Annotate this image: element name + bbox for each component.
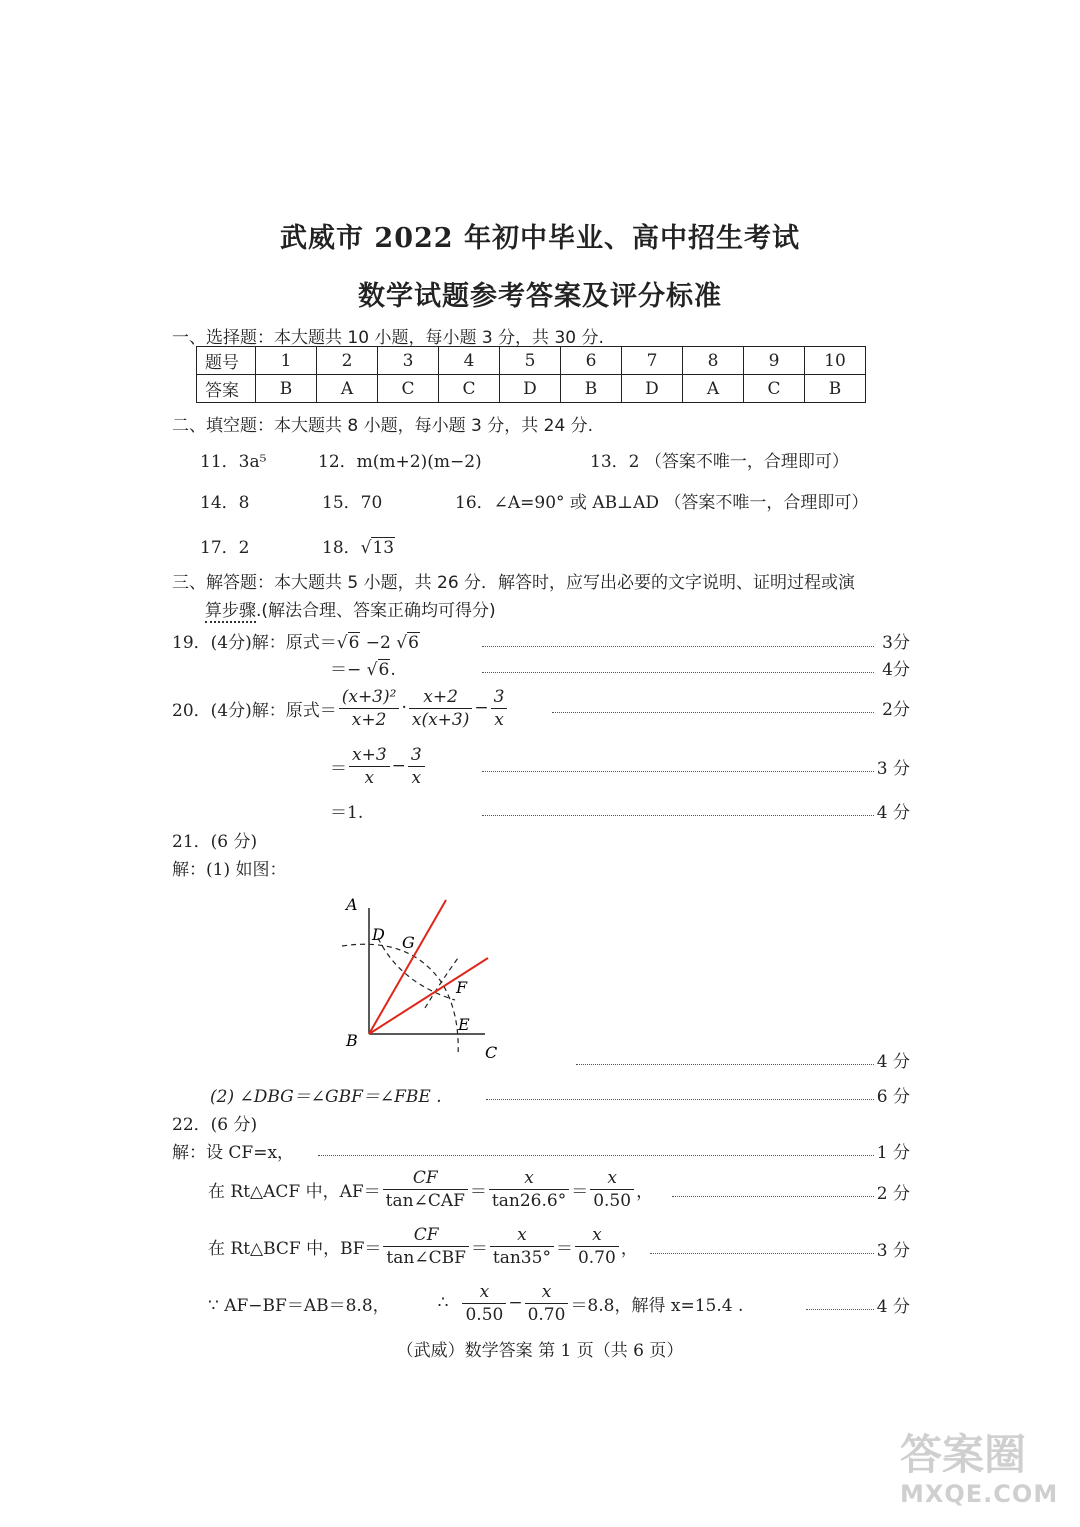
label-g: G: [402, 933, 415, 952]
fraction-denominator: x: [494, 709, 504, 730]
table-cell: 8: [683, 347, 744, 375]
fraction: [575, 1224, 619, 1269]
table-row-label: 题号: [197, 347, 256, 375]
dot-leader: [552, 712, 874, 713]
q21-heading: 21．(6 分): [172, 832, 258, 852]
fraction: [409, 686, 473, 731]
fraction: [590, 1167, 634, 1212]
fraction-denominator: x+2: [351, 709, 387, 730]
label-e: E: [458, 1015, 470, 1034]
answer-18-radicand: 13: [372, 538, 395, 558]
table-cell: C: [439, 375, 500, 403]
section-2-heading: 二、填空题：本大题共 8 小题，每小题 3 分，共 24 分.: [172, 416, 594, 436]
section-3-note: .(解法合理、答案正确均可得分): [256, 601, 496, 621]
table-cell: 9: [744, 347, 805, 375]
q19-prefix: 19．(4分)解：原式＝: [172, 633, 337, 653]
score: 4 分: [876, 1297, 910, 1317]
score: 3 分: [876, 1241, 910, 1261]
ray-bg: [369, 900, 446, 1034]
label-b: B: [346, 1031, 358, 1050]
table-cell: B: [256, 375, 317, 403]
watermark-logo: 答案圈: [900, 1430, 1027, 1479]
q19-mid: −2: [360, 633, 391, 653]
geometry-figure: [330, 888, 520, 1063]
section-1-heading: 一、选择题：本大题共 10 小题，每小题 3 分，共 30 分.: [172, 328, 604, 348]
score: 4 分: [876, 803, 910, 823]
fraction-numerator: x: [525, 1281, 569, 1304]
emphasis-text: 算步骤: [205, 601, 256, 621]
table-cell: 2: [317, 347, 378, 375]
score: 4分: [882, 660, 910, 680]
q19-line2-prefix: ＝−: [330, 660, 362, 680]
q22-line1: 解：设 CF=x，: [172, 1143, 295, 1163]
fraction-numerator: x: [590, 1167, 634, 1190]
fraction-denominator: 0.70: [527, 1304, 566, 1325]
answer-14: 14．8: [200, 493, 250, 513]
table-cell: 6: [561, 347, 622, 375]
answer-13: 13．2 （答案不唯一，合理即可）: [590, 452, 849, 472]
q22-line3: 在 Rt△BCF 中，BF＝ $\frac{CF}{\text{tan∠CBF}}$ ＝ $\frac{x}{\tan 35^\circ}$ ＝ $\frac{x}{0.70}$ ，: [208, 1224, 638, 1268]
q21-line1: 解：(1) 如图：: [172, 860, 287, 880]
fraction: [490, 1224, 554, 1269]
dot-leader: [672, 1196, 874, 1197]
q19-radicand: 6: [348, 633, 360, 653]
score: 3 分: [876, 759, 910, 779]
fraction-denominator: x: [411, 767, 422, 788]
fraction-denominator: tan∠CBF: [386, 1247, 466, 1268]
fraction-denominator: tan∠CAF: [385, 1190, 465, 1211]
dot-leader: [806, 1309, 874, 1310]
fraction: [525, 1281, 569, 1326]
ray-bf: [369, 958, 488, 1034]
table-cell: 7: [622, 347, 683, 375]
q19-line2-suffix: .: [390, 660, 396, 680]
arc-de: [342, 944, 458, 1056]
answer-15: 15．70: [322, 493, 383, 513]
score: 3分: [882, 633, 910, 653]
fraction: [383, 1167, 468, 1212]
fraction-numerator: x+3: [349, 744, 390, 767]
watermark-url: MXQE.COM: [900, 1480, 1059, 1508]
q20-line3: ＝1.: [330, 803, 364, 823]
fraction: [349, 744, 390, 789]
table-cell: D: [500, 375, 561, 403]
score: 2 分: [876, 1184, 910, 1204]
table-cell: A: [683, 375, 744, 403]
fraction: [383, 1224, 468, 1269]
q22-line4: ∵ AF−BF＝AB＝8.8， ∴ $\frac{x}{0.50}$ − $\frac{x}{0.70}$ ＝8.8，解得 x=15.4 .: [208, 1281, 744, 1325]
fraction-numerator: x: [490, 1224, 554, 1247]
table-cell: C: [378, 375, 439, 403]
answer-18-prefix: 18．: [322, 538, 361, 558]
table-cell: C: [744, 375, 805, 403]
fraction-numerator: x: [462, 1281, 506, 1304]
answer-17: 17．2: [200, 538, 250, 558]
fraction-denominator: tan26.6°: [491, 1190, 567, 1211]
table-row: [197, 375, 866, 403]
fraction-numerator: x: [575, 1224, 619, 1247]
label-c: C: [485, 1043, 498, 1062]
fraction-denominator: 0.50: [465, 1304, 504, 1325]
page-title: 武威市 2022 年初中毕业、高中招生考试: [280, 223, 800, 254]
score: 6 分: [876, 1087, 910, 1107]
table-cell: A: [317, 375, 378, 403]
q22-heading: 22．(6 分): [172, 1115, 258, 1135]
table-cell: 10: [805, 347, 866, 375]
fraction-denominator: x(x+3): [411, 709, 470, 730]
section-3-heading: 三、解答题：本大题共 5 小题，共 26 分．解答时，应写出必要的文字说明、证明过程或演: [172, 573, 856, 593]
q22-line4-a: ∵ AF−BF＝AB＝8.8，: [208, 1295, 390, 1316]
dot-leader: [482, 815, 874, 816]
q22-line4-c: ＝8.8，解得 x=15.4 .: [570, 1295, 744, 1316]
fraction: [462, 1281, 506, 1326]
score: 1 分: [876, 1143, 910, 1163]
fraction-numerator: 3: [491, 686, 508, 709]
score: 2分: [882, 700, 910, 720]
q19-radicand: 6: [408, 633, 419, 653]
answer-18: 18．√13: [322, 538, 395, 558]
dot-leader: [482, 771, 874, 772]
q22-line2: 在 Rt△ACF 中，AF＝ $\frac{CF}{\text{tan∠CAF}}$ ＝ $\frac{x}{\tan 26.6^\circ}$ ＝ $\frac{x}{0.50}$ ，: [208, 1167, 654, 1211]
fraction-numerator: (x+3)²: [339, 686, 400, 709]
fraction: [339, 686, 400, 731]
answer-11: 11．3a⁵: [200, 452, 267, 472]
table-cell: 5: [500, 347, 561, 375]
table-row: [197, 347, 866, 375]
table-cell: B: [805, 375, 866, 403]
dot-leader: [482, 646, 874, 647]
dot-leader: [486, 1099, 874, 1100]
fraction-numerator: 3: [408, 744, 425, 767]
answer-12: 12．m(m+2)(m−2): [318, 452, 482, 472]
q21-part2: (2) ∠DBG＝∠GBF＝∠FBE .: [210, 1087, 442, 1107]
score: 4 分: [876, 1052, 910, 1072]
dot-leader: [482, 672, 874, 673]
dot-leader: [650, 1253, 874, 1254]
dot-leader: [576, 1064, 874, 1065]
fraction-denominator: tan35°: [492, 1247, 551, 1268]
q22-line4-b: ∴: [437, 1293, 449, 1313]
table-cell: D: [622, 375, 683, 403]
fraction-numerator: x: [489, 1167, 569, 1190]
q19-line1: 19．(4分)解：原式＝√6 −2 √6: [172, 633, 419, 653]
fraction-denominator: x: [364, 767, 375, 788]
q19-radicand: 6: [378, 660, 390, 680]
table-row-label: 答案: [197, 375, 256, 403]
fraction-denominator: 0.50: [593, 1190, 632, 1211]
page-footer: （武威）数学答案 第 1 页（共 6 页）: [396, 1341, 684, 1361]
page-subtitle: 数学试题参考答案及评分标准: [358, 281, 722, 312]
q20-line1: 20．(4分)解：原式＝ $\frac{\text{(x+3)²}}{x+2}$ · $\frac{x+2}{x(x+3)}$ − $\frac{3}{x}$: [172, 684, 509, 732]
fraction-denominator: 0.70: [577, 1247, 616, 1268]
table-cell: 4: [439, 347, 500, 375]
table-cell: B: [561, 375, 622, 403]
answer-table: [196, 346, 866, 403]
q20-line2: ＝ $\frac{x+3}{x}$ − $\frac{3}{x}$: [330, 742, 427, 790]
dot-leader: [318, 1155, 874, 1156]
fraction-numerator: CF: [383, 1167, 468, 1190]
label-f: F: [456, 978, 468, 997]
table-cell: 3: [378, 347, 439, 375]
label-d: D: [372, 925, 385, 944]
fraction-numerator: CF: [383, 1224, 468, 1247]
q22-line3-prefix: 在 Rt△BCF 中，BF＝: [208, 1238, 382, 1259]
answer-16: 16．∠A=90° 或 AB⊥AD （答案不唯一，合理即可）: [455, 493, 869, 513]
fraction: [408, 744, 425, 789]
fraction: [489, 1167, 569, 1212]
fraction-numerator: x+2: [409, 686, 473, 709]
label-a: A: [346, 895, 358, 914]
q20-prefix: 20．(4分)解：原式＝: [172, 700, 337, 721]
section-3-heading-cont: [205, 596, 496, 621]
fraction: [491, 686, 508, 731]
q19-line2: ＝− √6.: [330, 660, 396, 680]
table-cell: 1: [256, 347, 317, 375]
q22-line2-prefix: 在 Rt△ACF 中，AF＝: [208, 1181, 381, 1202]
